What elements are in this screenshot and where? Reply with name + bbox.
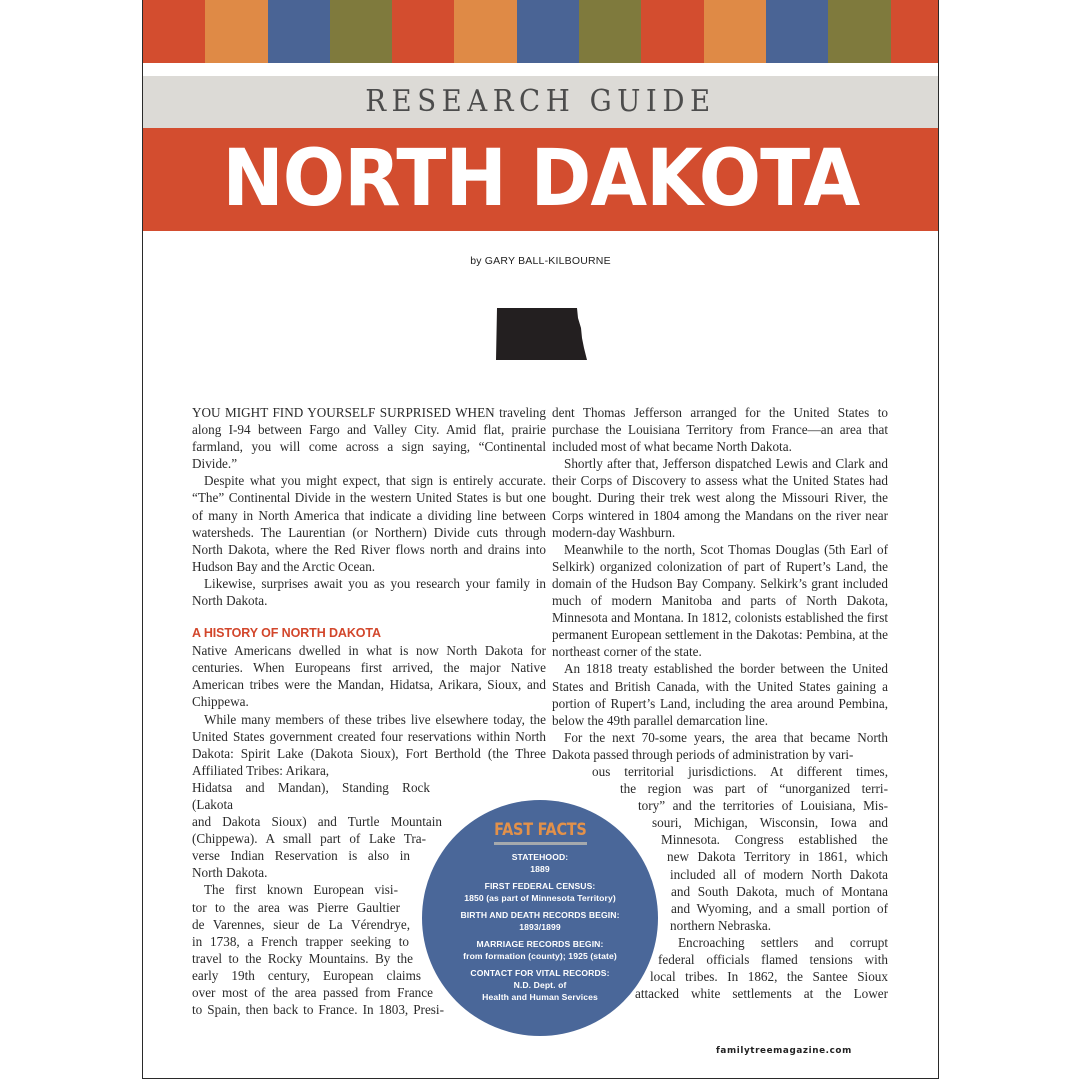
text-line: Minnesota. Congress established the [661,832,888,848]
fact-value: from formation (county); 1925 (state) [463,951,617,961]
magazine-page [142,0,939,1079]
body-paragraph: Shortly after that, Jefferson dispatched Lewis and Clark and their Corps of Discovery to assess what the United States had bought. During their trek west along the Missouri River, the Corps wintered in 1804 among the Mandans on the river near modern-day Washburn. [552,456,888,540]
color-stripe [392,0,454,63]
color-stripe [891,0,939,63]
fact-birth-death-records [422,909,658,933]
text-line: tor to the area was Pierre Gaultier [192,899,400,915]
byline: by GARY BALL-KILBOURNE [470,255,611,267]
kicker-band [143,76,938,128]
fact-vital-records-contact [422,967,658,1003]
fast-facts-title: FAST FACTS [493,820,587,840]
body-paragraph: dent Thomas Jefferson arranged for the United States to purchase the Louisiana Territory from France—an area that included most of what became North Dakota. [552,405,888,455]
fact-value: N.D. Dept. of [513,980,567,990]
fact-label: MARRIAGE RECORDS BEGIN: [476,939,604,949]
text-line: over most of the area passed from France [192,985,433,1000]
body-paragraph: An 1818 treaty established the border between the United States and British Canada, with the United States gaining a portion of Rupert’s Land, including the area around Pembina, below the 49th parallel demarcation line. [552,661,888,728]
kicker-text: RESEARCH GUIDE [365,84,716,119]
page-title: NORTH DAKOTA [221,134,859,224]
footer-url[interactable]: familytreemagazine.com [716,1046,852,1056]
color-stripe [330,0,392,63]
body-paragraph: Native Americans dwelled in what is now North Dakota for centuries. When Europeans first arrived, the major Native American tribes were the Mandan, Hidatsa, Arikara, Sioux, and Chippewa. [192,643,546,710]
text-line: souri, Michigan, Wisconsin, Iowa and [652,815,888,831]
color-stripe [766,0,828,63]
text-line: and South Dakota, much of Montana [671,883,888,899]
fact-value: 1850 (as part of Minnesota Territory) [464,893,616,903]
text-line: attacked white settlements at the Lower [635,986,888,1002]
fact-value: 1889 [530,864,550,874]
text-line: northern Nebraska. [670,917,772,933]
color-stripe [579,0,641,63]
text-line: local tribes. In 1862, the Santee Sioux [650,969,888,985]
title-band [143,128,938,231]
fact-label: BIRTH AND DEATH RECORDS BEGIN: [460,910,620,920]
north-dakota-map-icon [495,306,589,362]
fact-value: Health and Human Services [482,992,598,1002]
fact-marriage-records [422,938,658,962]
fact-first-census [422,880,658,904]
fact-label: STATEHOOD: [511,852,569,862]
color-stripe [828,0,890,63]
color-stripe [454,0,516,63]
text-line: Hidatsa and Mandan), Standing Rock (Lakota [192,779,430,812]
intro-paragraph: YOU MIGHT FIND YOURSELF SURPRISED WHEN traveling along I-94 between Fargo and Valley City. Amid flat, prairie farmland, you will come across a sign saying, “Continental Divide.” [192,405,546,472]
text-line: early 19th century, European claims [192,967,421,983]
color-stripe-banner [143,0,938,63]
fact-value: 1893/1899 [519,922,561,932]
color-stripe [143,0,205,63]
color-stripe [517,0,579,63]
text-line: verse Indian Reservation is also in [192,848,410,864]
section-heading: A HISTORY OF NORTH DAKOTA [192,626,381,641]
fast-facts-callout [422,800,658,1036]
text-line: (Chippewa). A small part of Lake Tra- [192,831,426,847]
body-text: While many members of these tribes live elsewhere today, the United States government created four reservations within North Dakota: Spirit Lake (Dakota Sioux), Fort Berthold (the Three Affiliated Tribes: Arikara, [192,711,546,778]
body-paragraph: Despite what you might expect, that sign is entirely accurate. “The” Continental Divide in the western United States is but one of many in North America that indicate a dividing line between watersheds. The Laurentian (or Northern) Divide cuts through North Dakota, where the Red River flows north and drains into Hudson Bay and the Arctic Ocean. [192,473,546,574]
text-line: tory” and the territories of Louisiana, Mis- [638,798,888,814]
text-line: The first known European visi- [204,882,398,898]
color-stripe [205,0,267,63]
body-paragraph [192,711,546,779]
body-paragraph: Likewise, surprises await you as you research your family in North Dakota. [192,575,546,609]
text-line: travel to the Rocky Mountains. By the [192,950,413,966]
text-line: new Dakota Territory in 1861, which [667,849,888,865]
fast-facts-divider [494,842,587,845]
text-line: and Dakota Sioux) and Turtle Mountain [192,814,442,830]
fact-label: FIRST FEDERAL CENSUS: [484,881,596,891]
color-stripe [268,0,330,63]
text-line: in 1738, a French trapper seeking to [192,933,409,949]
text-line: ous territorial jurisdictions. At different times, [592,763,888,779]
text-line: and Wyoming, and a small portion of [671,900,888,916]
fact-statehood [422,851,658,875]
text-line: to Spain, then back to France. In 1803, Presi- [192,1002,444,1018]
text-line: North Dakota. [192,865,268,881]
text-line: de Varennes, sieur de La Vérendrye, [192,916,410,932]
color-stripe [704,0,766,63]
body-paragraph: Meanwhile to the north, Scot Thomas Douglas (5th Earl of Selkirk) organized colonization of part of Rupert’s Land, the domain of the Hudson Bay Company. Selkirk’s grant included much of modern Manitoba and parts of North Dakota, Minnesota and Montana. In 1812, colonists established the first permanent European settlement in the Dakotas: Pembina, at the northeast corner of the state. [552,541,888,660]
body-paragraph: For the next 70-some years, the area that became North Dakota passed through periods of administration by vari- [552,729,888,762]
text-line: the region was part of “unorganized terri- [620,781,888,797]
text-line: federal officials flamed tensions with [658,952,888,967]
fact-label: CONTACT FOR VITAL RECORDS: [470,968,610,978]
text-line: Encroaching settlers and corrupt [678,934,888,950]
color-stripe [641,0,703,63]
text-line: included all of modern North Dakota [670,866,888,882]
